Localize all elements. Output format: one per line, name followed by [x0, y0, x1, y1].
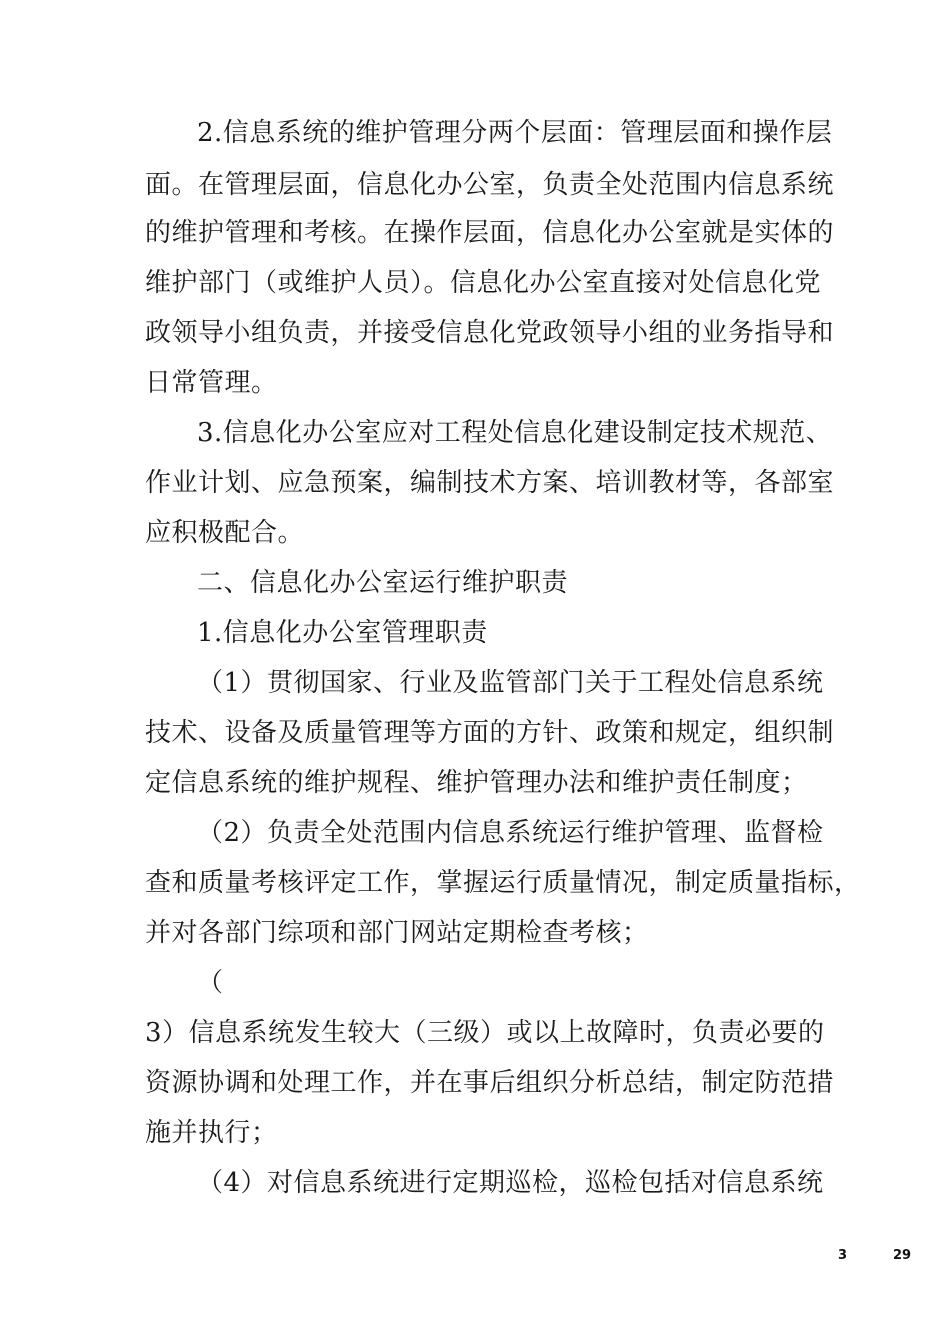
text-line: 作业计划、应急预案，编制技术方案、培训教材等，各部室 — [145, 468, 835, 498]
text-line: 查和质量考核评定工作，掌握运行质量情况，制定质量指标， — [145, 868, 861, 898]
section-heading: 二、信息化办公室运行维护职责 — [197, 568, 569, 598]
text-line: 应积极配合。 — [145, 518, 305, 548]
text-line: 定信息系统的维护规程、维护管理办法和维护责任制度； — [145, 768, 808, 798]
text-line: 3.信息化办公室应对工程处信息化建设制定技术规范、 — [197, 418, 833, 448]
text-line: （4）对信息系统进行定期巡检，巡检包括对信息系统 — [197, 1168, 824, 1198]
text-line: （1）贯彻国家、行业及监管部门关于工程处信息系统 — [197, 668, 824, 698]
page-number: 3 — [838, 1248, 848, 1263]
text-line: 2.信息系统的维护管理分两个层面：管理层面和操作层 — [197, 118, 833, 148]
total-pages: 29 — [893, 1248, 912, 1263]
text-line: 政领导小组负责，并接受信息化党政领导小组的业务指导和 — [145, 318, 835, 348]
text-line: 面。在管理层面，信息化办公室，负责全处范围内信息系统 — [145, 170, 835, 200]
text-line: 并对各部门综项和部门网站定期检查考核； — [145, 918, 649, 948]
text-line: 技术、设备及质量管理等方面的方针、政策和规定，组织制 — [145, 718, 835, 748]
text-line: （ — [197, 968, 224, 998]
text-line: 资源协调和处理工作，并在事后组织分析总结，制定防范措 — [145, 1068, 835, 1098]
text-line: 维护部门（或维护人员）。信息化办公室直接对处信息化党 — [145, 268, 822, 298]
subsection-heading: 1.信息化办公室管理职责 — [197, 618, 488, 648]
text-line: （2）负责全处范围内信息系统运行维护管理、监督检 — [197, 818, 824, 848]
text-line: 施并执行； — [145, 1118, 278, 1148]
text-line: 3）信息系统发生较大（三级）或以上故障时，负责必要的 — [145, 1018, 825, 1048]
text-line: 的维护管理和考核。在操作层面，信息化办公室就是实体的 — [145, 218, 835, 248]
text-line: 日常管理。 — [145, 368, 278, 398]
